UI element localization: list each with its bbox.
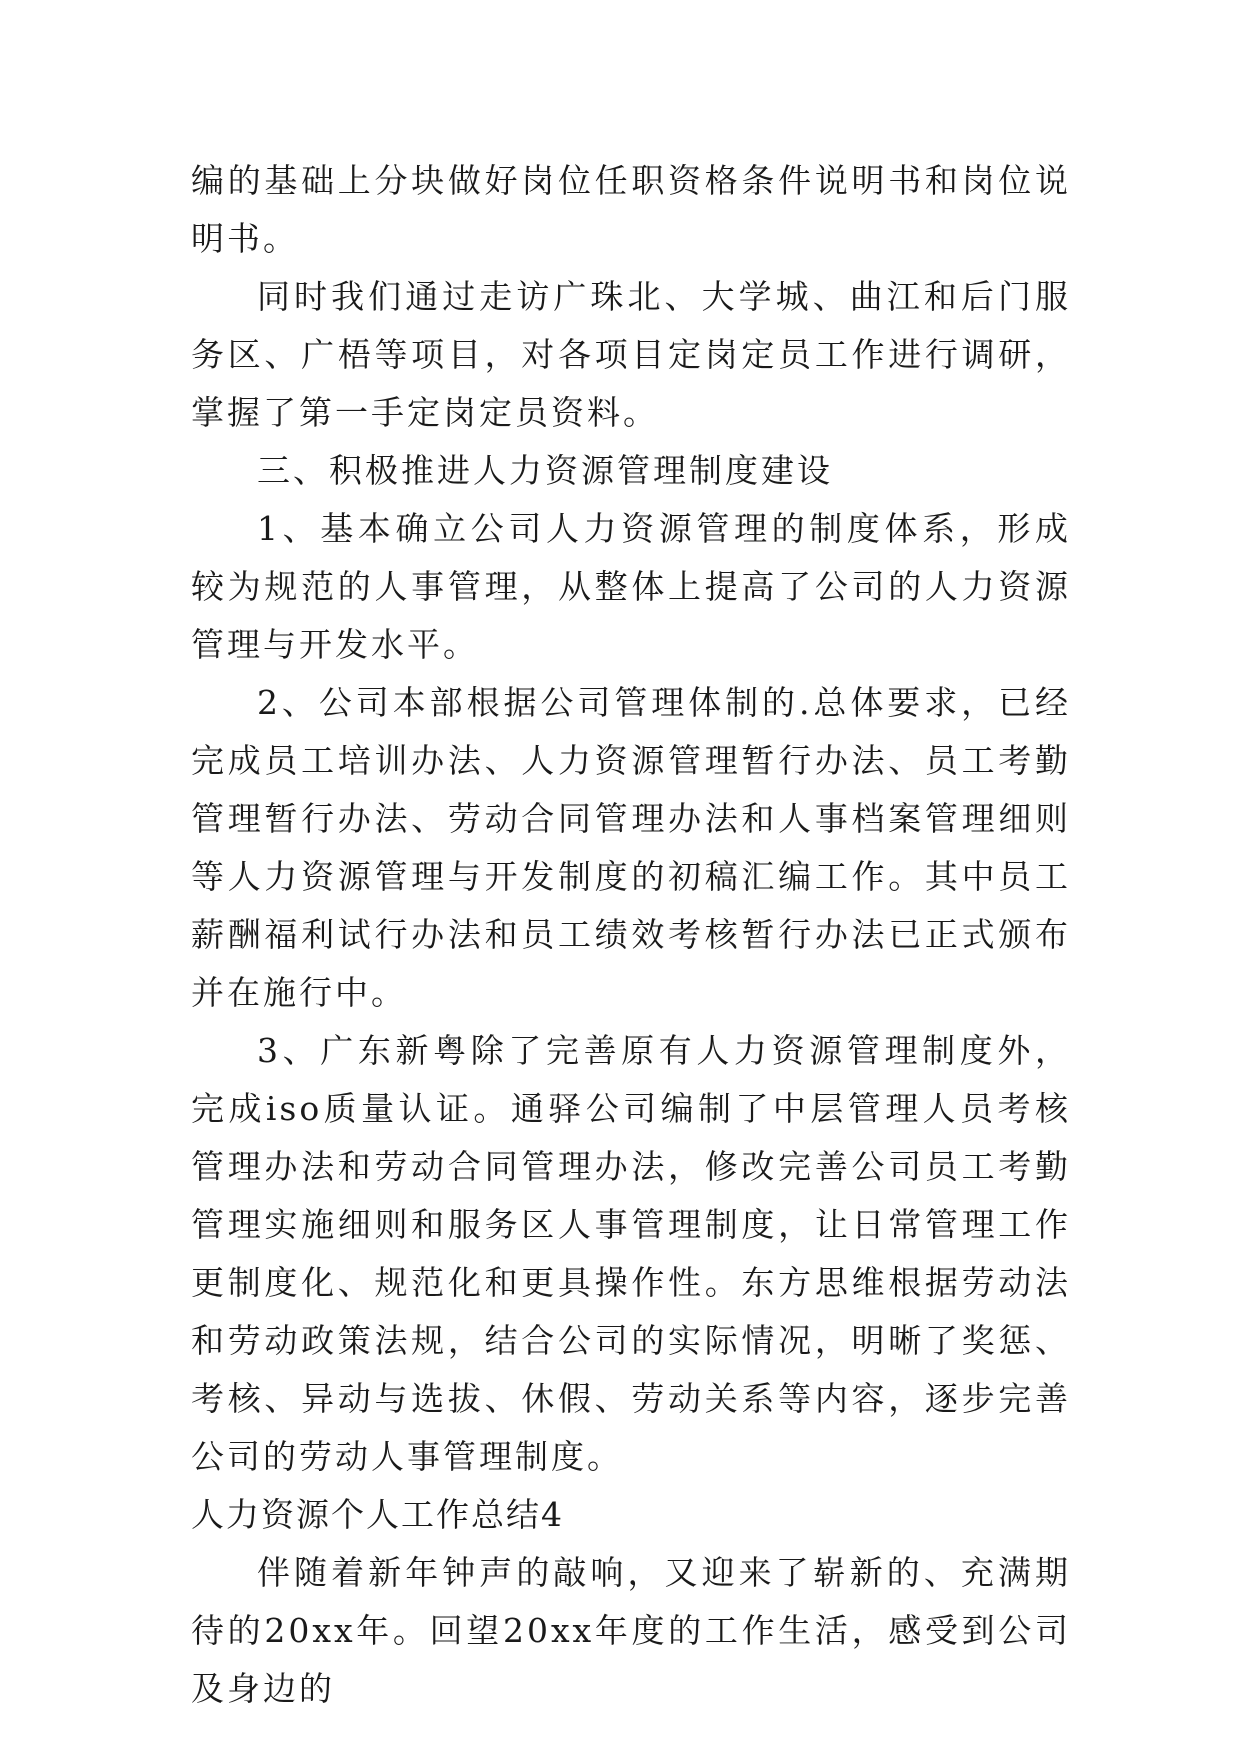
document-body xyxy=(191,152,1071,1718)
section-heading-3: 三、积极推进人力资源管理制度建设 xyxy=(257,451,833,490)
paragraph-new-year: 伴随着新年钟声的敲响，又迎来了崭新的、充满期待的20xx年。回望20xx年度的工作生活，感受到公司及身边的 xyxy=(191,1553,1071,1708)
paragraph-site-visits: 同时我们通过走访广珠北、大学城、曲江和后门服务区、广梧等项目，对各项目定岗定员工作进行调研，掌握了第一手定岗定员资料。 xyxy=(191,277,1071,432)
paragraph-item-2: 2、公司本部根据公司管理体制的.总体要求，已经完成员工培训办法、人力资源管理暂行办法、员工考勤管理暂行办法、劳动合同管理办法和人事档案管理细则等人力资源管理与开发制度的初稿汇编工作。其中员工薪酬福利试行办法和员工绩效考核暂行办法已正式颁布并在施行中。 xyxy=(191,683,1071,1012)
paragraph-item-1: 1、基本确立公司人力资源管理的制度体系，形成较为规范的人事管理，从整体上提高了公司的人力资源管理与开发水平。 xyxy=(191,509,1071,664)
paragraph-continuation: 编的基础上分块做好岗位任职资格条件说明书和岗位说明书。 xyxy=(191,161,1071,258)
article-title-4: 人力资源个人工作总结4 xyxy=(191,1495,564,1534)
paragraph-item-3: 3、广东新粤除了完善原有人力资源管理制度外，完成iso质量认证。通驿公司编制了中层管理人员考核管理办法和劳动合同管理办法，修改完善公司员工考勤管理实施细则和服务区人事管理制度，让日常管理工作更制度化、规范化和更具操作性。东方思维根据劳动法和劳动政策法规，结合公司的实际情况，明晰了奖惩、考核、异动与选拔、休假、劳动关系等内容，逐步完善公司的劳动人事管理制度。 xyxy=(191,1031,1071,1476)
